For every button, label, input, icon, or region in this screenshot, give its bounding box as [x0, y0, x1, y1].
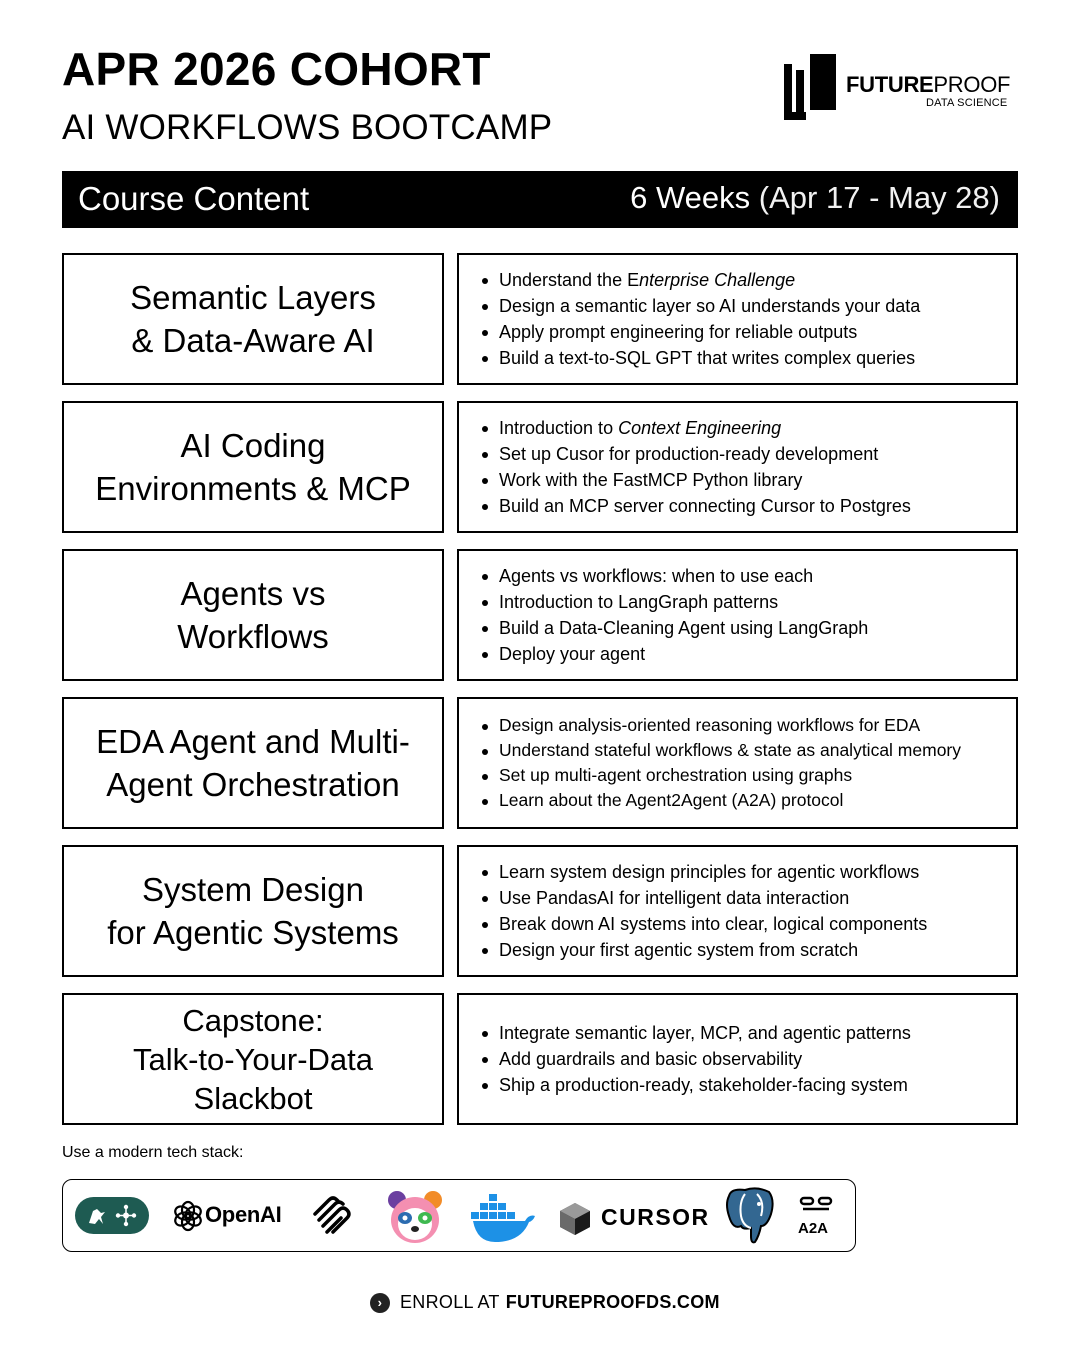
module-title: Semantic Layers & Data-Aware AI [130, 279, 376, 359]
module-bullets-box [457, 697, 1018, 829]
bullet-item: Build a Data-Cleaning Agent using LangGraph [479, 615, 1016, 641]
module-bullets-box [457, 845, 1018, 977]
a2a-logo-icon [799, 1196, 833, 1212]
pandasai-logo-icon [385, 1188, 445, 1246]
futureproof-mark-icon [782, 52, 838, 122]
banner-weeks: 6 Weeks [630, 180, 751, 215]
bullet-item: Design your first agentic system from scratch [479, 937, 1016, 963]
module-row-5 [62, 845, 1018, 977]
bullet-item: Deploy your agent [479, 641, 1016, 667]
module-row-3 [62, 549, 1018, 681]
bootcamp-subtitle: AI WORKFLOWS BOOTCAMP [62, 108, 553, 147]
module-title-box [62, 253, 444, 385]
enroll-link[interactable] [370, 1292, 720, 1313]
a2a-wordmark: A2A [798, 1220, 829, 1237]
banner-heading: Course Content [78, 180, 310, 217]
bullet-item: Build an MCP server connecting Cursor to Postgres [479, 493, 1016, 519]
bullet-item: Use PandasAI for intelligent data interaction [479, 885, 1016, 911]
cursor-logo-icon [559, 1202, 591, 1236]
module-title: System Design for Agentic Systems [107, 871, 399, 951]
module-title: EDA Agent and Multi- Agent Orchestration [96, 723, 410, 803]
enroll-url[interactable]: FUTUREPROOFDS.COM [505, 1292, 720, 1312]
cursor-wordmark: CURSOR [601, 1204, 710, 1230]
cohort-title: APR 2026 COHORT [62, 43, 491, 95]
module-row-4 [62, 697, 1018, 829]
module-title: Agents vs Workflows [177, 575, 329, 655]
module-title-box [62, 401, 444, 533]
banner-dates: (Apr 17 - May 28) [758, 180, 1000, 215]
module-bullets-box [457, 993, 1018, 1125]
tech-stack-label: Use a modern tech stack: [62, 1144, 244, 1161]
logo-name-bold: FUTURE [846, 72, 934, 97]
openai-wordmark: OpenAI [205, 1202, 282, 1227]
logo-wordmark [846, 72, 1010, 98]
module-bullets-box [457, 549, 1018, 681]
bullet-item: Understand stateful workflows & state as analytical memory [479, 738, 1016, 763]
bullet-item: Set up Cusor for production-ready development [479, 441, 1016, 467]
bullet-item: Integrate semantic layer, MCP, and agentic patterns [479, 1020, 1016, 1046]
module-bullets-box [457, 253, 1018, 385]
langchain-logo-icon [307, 1192, 355, 1240]
bullet-item: Learn system design principles for agentic workflows [479, 859, 1016, 885]
chevron-right-icon: › [370, 1293, 390, 1313]
postgres-logo-icon [721, 1186, 777, 1246]
module-title: AI Coding Environments & MCP [95, 427, 411, 507]
bullet-item: Apply prompt engineering for reliable outputs [479, 319, 1016, 345]
banner-duration [630, 180, 1000, 216]
module-row-6 [62, 993, 1018, 1125]
bullet-item: Introduction to LangGraph patterns [479, 589, 1016, 615]
bullet-item: Agents vs workflows: when to use each [479, 563, 1016, 589]
bullet-item: Design analysis-oriented reasoning workflows for EDA [479, 713, 1016, 738]
enroll-prefix: ENROLL AT [400, 1292, 500, 1312]
bullet-item: Understand the Enterprise Challenge [479, 267, 1016, 293]
bullet-item: Break down AI systems into clear, logical components [479, 911, 1016, 937]
module-title: Capstone: Talk-to-Your-Data Slackbot [132, 1002, 374, 1116]
docker-logo-icon [471, 1192, 539, 1244]
module-title-box [62, 845, 444, 977]
bullet-item: Ship a production-ready, stakeholder-facing system [479, 1072, 1016, 1098]
bullet-item: Introduction to Context Engineering [479, 415, 1016, 441]
bullet-item: Design a semantic layer so AI understands your data [479, 293, 1016, 319]
tech-stack-strip [62, 1179, 856, 1252]
openai-logo-icon [171, 1199, 205, 1233]
bullet-item: Add guardrails and basic observability [479, 1046, 1016, 1072]
langgraph-logo-icon [75, 1197, 149, 1234]
bullet-item: Learn about the Agent2Agent (A2A) protocol [479, 788, 1016, 813]
module-title-box [62, 993, 444, 1125]
module-bullets-box [457, 401, 1018, 533]
bullet-item: Build a text-to-SQL GPT that writes complex queries [479, 345, 1016, 371]
module-title-box [62, 549, 444, 681]
module-row-2 [62, 401, 1018, 533]
logo-tagline: DATA SCIENCE [926, 97, 1008, 109]
bullet-item: Set up multi-agent orchestration using graphs [479, 763, 1016, 788]
futureproof-logo [782, 52, 1022, 122]
course-content-banner [62, 171, 1018, 228]
bullet-item: Work with the FastMCP Python library [479, 467, 1016, 493]
module-title-box [62, 697, 444, 829]
module-row-1 [62, 253, 1018, 385]
logo-name-rest: PROOF [933, 72, 1011, 97]
